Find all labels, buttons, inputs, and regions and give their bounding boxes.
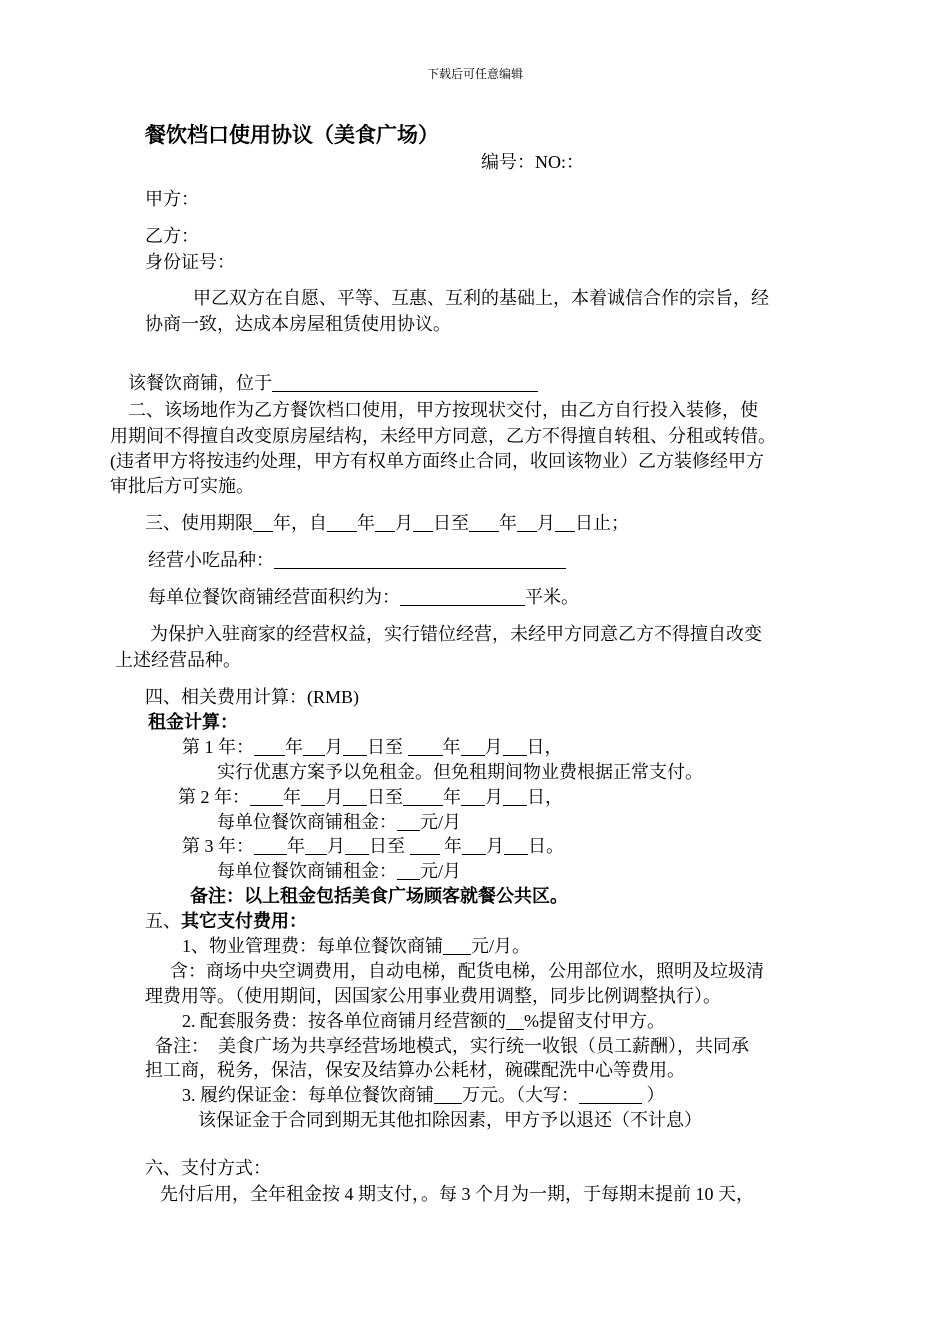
party-a-label: 甲方： — [145, 189, 199, 209]
header-note: 下载后可任意编辑 — [426, 67, 523, 81]
deposit-label: 3. 履约保证金：每单位餐饮商铺 — [182, 1085, 434, 1105]
protection-line-1: 为保护入驻商家的经营权益，实行错位经营，未经甲方同意乙方不得擅自改变 — [150, 624, 762, 644]
clause2-line-1: 二、该场地作为乙方餐饮档口使用，甲方按现状交付，由乙方自行投入装修，使 — [128, 400, 758, 420]
blank-underline — [408, 740, 443, 756]
year2-segment: 年 — [443, 787, 461, 807]
year1-line — [182, 736, 563, 758]
blank-underline — [506, 1014, 524, 1030]
blank-underline — [343, 790, 367, 806]
blank-underline — [443, 939, 471, 955]
year2-rent-label: 每单位餐饮商铺租金： — [217, 812, 397, 832]
other-fees-heading — [145, 910, 307, 932]
blank-underline — [403, 790, 443, 806]
blank-underline — [254, 740, 285, 756]
blank-underline — [503, 740, 527, 756]
blank-underline — [579, 1088, 642, 1104]
blank-underline — [503, 790, 527, 806]
year3-segment: 月 — [486, 836, 504, 856]
year2-rent-unit: 元/月 — [420, 812, 462, 832]
term-segment: 日至 — [433, 513, 469, 533]
blank-underline — [305, 839, 327, 855]
document-title: 餐饮档口使用协议（美食广场） — [145, 123, 439, 147]
year1-segment: 月 — [484, 737, 503, 757]
blank-underline — [272, 376, 538, 392]
blank-underline — [345, 839, 369, 855]
term-segment: 年 — [357, 513, 375, 533]
property-fee-note-line-1: 含：商场中央空调费用，自动电梯，配货电梯，公用部位水，照明及垃圾清 — [170, 961, 764, 981]
intro-line-2: 协商一致，达成本房屋租赁使用协议。 — [145, 314, 451, 334]
year1-segment: 月 — [325, 737, 343, 757]
year3-segment: 日至 — [369, 836, 410, 856]
year2-segment: 日至 — [367, 787, 403, 807]
year1-segment: 年 — [442, 737, 461, 757]
property-fee-line — [182, 935, 530, 957]
area-line — [148, 586, 579, 608]
year2-segment: 月 — [325, 787, 343, 807]
protection-line-2: 上述经营品种。 — [115, 650, 241, 670]
blank-underline — [397, 864, 420, 880]
blank-underline — [469, 516, 499, 532]
blank-underline — [343, 740, 367, 756]
property-fee-label: 1、物业管理费：每单位餐饮商铺 — [182, 936, 443, 956]
year2-segment: 日， — [527, 787, 563, 807]
year2-rent-line — [217, 811, 461, 833]
year3-rent-line — [217, 860, 461, 882]
intro-line-1: 甲乙双方在自愿、平等、互惠、互利的基础上，本着诚信合作的宗旨，经 — [193, 288, 769, 308]
clause2-line-4: 审批后方可实施。 — [110, 476, 254, 496]
payment-heading: 六、支付方式： — [145, 1158, 271, 1178]
blank-underline — [301, 790, 325, 806]
party-b-label: 乙方： — [145, 226, 199, 246]
payment-text: 先付后用，全年租金按 4 期支付，。每 3 个月为一期，于每期末提前 10 天， — [160, 1184, 754, 1204]
term-segment: 月 — [395, 513, 413, 533]
blank-underline — [375, 516, 395, 532]
term-segment: 日止； — [575, 513, 629, 533]
deposit-note: 该保证金于合同到期无其他扣除因素，甲方予以退还（不计息） — [198, 1110, 702, 1130]
blank-underline — [327, 516, 357, 532]
year2-segment: 月 — [485, 787, 503, 807]
rent-heading: 租金计算： — [148, 712, 238, 732]
year1-segment: 年 — [285, 737, 303, 757]
year2-segment: 第 2 年： — [178, 787, 250, 807]
year1-segment: 日至 — [367, 737, 408, 757]
term-segment: 年 — [499, 513, 517, 533]
blank-underline — [250, 790, 283, 806]
service-note-line-1: 备注： 美食广场为共享经营场地模式，实行统一收银（员工薪酬），共同承 — [155, 1036, 749, 1056]
year2-line — [178, 786, 563, 808]
blank-underline — [434, 1088, 462, 1104]
variety-label: 经营小吃品种： — [148, 550, 274, 570]
term-segment: 三、使用期限 — [145, 513, 253, 533]
blank-underline — [413, 516, 433, 532]
fees-heading: 四、相关费用计算：(RMB) — [145, 687, 360, 707]
contract-number: 编号：NO:： — [481, 152, 584, 172]
property-fee-unit: 元/月。 — [471, 936, 531, 956]
service-note-line-2: 担工商，税务，保洁，保安及结算办公耗材，碗碟配洗中心等费用。 — [145, 1060, 685, 1080]
other-fees-number: 五、 — [145, 911, 181, 931]
blank-underline — [274, 553, 566, 569]
clause2-line-3: (违者甲方将按违约处理，甲方有权单方面终止合同，收回该物业）乙方装修经甲方 — [110, 451, 764, 471]
service-fee-line — [182, 1010, 665, 1032]
year3-line — [182, 835, 564, 857]
deposit-line — [182, 1084, 665, 1106]
blank-underline — [254, 839, 287, 855]
deposit-close: ） — [642, 1085, 665, 1105]
location-label: 该餐饮商铺，位于 — [128, 373, 272, 393]
year2-segment: 年 — [283, 787, 301, 807]
year1-segment: 第 1 年： — [182, 737, 254, 757]
blank-underline — [397, 815, 420, 831]
year3-rent-label: 每单位餐饮商铺租金： — [217, 861, 397, 881]
other-fees-title: 其它支付费用： — [181, 911, 307, 931]
year3-segment: 年 — [439, 836, 462, 856]
property-fee-note-line-2: 理费用等。（使用期间，因国家公用事业费用调整，同步比例调整执行）。 — [145, 986, 721, 1006]
blank-underline — [400, 590, 525, 606]
year3-segment: 第 3 年： — [182, 836, 254, 856]
blank-underline — [253, 516, 273, 532]
blank-underline — [303, 740, 325, 756]
blank-underline — [461, 740, 485, 756]
year3-segment: 年 — [287, 836, 305, 856]
year1-segment: 日， — [526, 737, 563, 757]
blank-underline — [462, 839, 486, 855]
blank-underline — [504, 839, 528, 855]
id-number-label: 身份证号： — [145, 252, 235, 272]
year3-segment: 月 — [327, 836, 345, 856]
term-segment: 年，自 — [273, 513, 327, 533]
service-fee-unit: %提留支付甲方。 — [524, 1011, 665, 1031]
blank-underline — [555, 516, 575, 532]
area-unit: 平米。 — [525, 587, 579, 607]
blank-underline — [517, 516, 537, 532]
blank-underline — [461, 790, 485, 806]
rent-note: 备注：以上租金包括美食广场顾客就餐公共区。 — [190, 886, 568, 906]
area-label: 每单位餐饮商铺经营面积约为： — [148, 587, 400, 607]
variety-line — [148, 549, 566, 571]
year1-note: 实行优惠方案予以免租金。但免租期间物业费根据正常支付。 — [217, 762, 703, 782]
year3-rent-unit: 元/月 — [420, 861, 462, 881]
blank-underline — [410, 839, 440, 855]
clause2-line-2: 用期间不得擅自改变原房屋结构，未经甲方同意，乙方不得擅自转租、分租或转借。 — [110, 426, 776, 446]
deposit-unit: 万元。（大写： — [462, 1085, 579, 1105]
term-segment: 月 — [537, 513, 555, 533]
service-fee-label: 2. 配套服务费：按各单位商铺月经营额的 — [182, 1011, 506, 1031]
term-line — [145, 512, 629, 534]
year3-segment: 日。 — [528, 836, 564, 856]
